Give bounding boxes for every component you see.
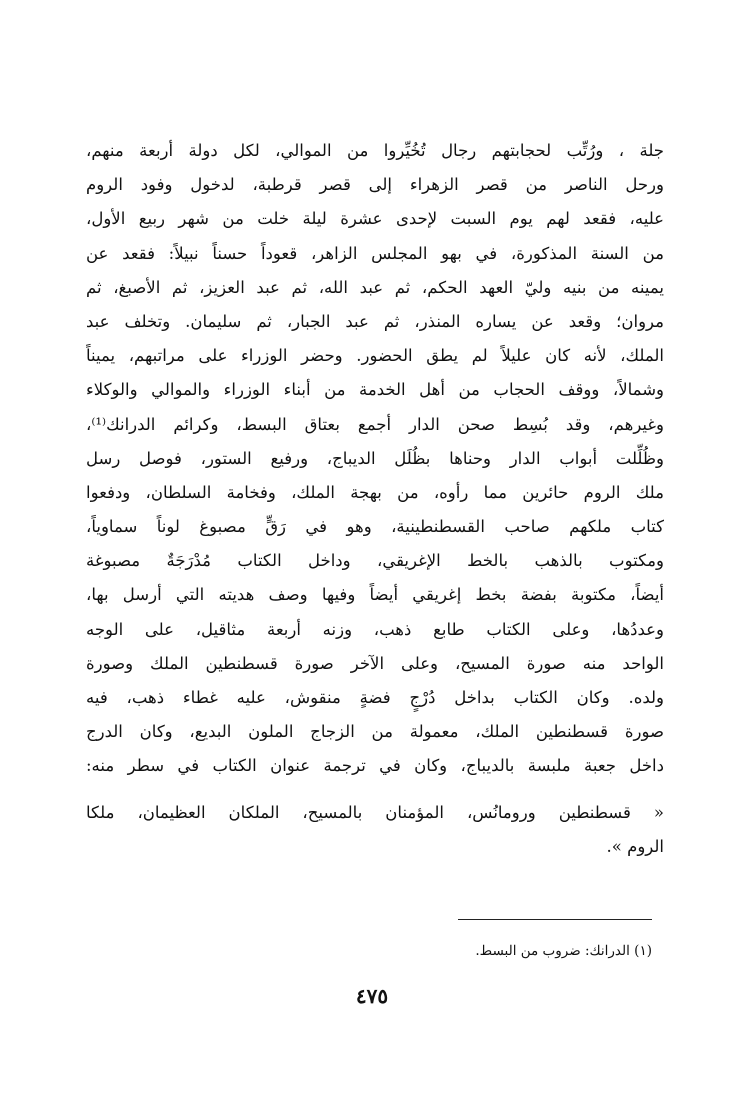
text-line: من السنة المذكورة، في بهو المجلس الزاهر، قعوداً حسناً نبيلاً: فقعد عن	[86, 243, 664, 263]
text-line: وشمالاً، ووقف الحجاب من أهل الخدمة من أبناء الوزراء والموالي والوكلاء	[86, 380, 664, 400]
text-line: يمينه من بنيه وليّ العهد الحكم، ثم عبد الله، ثم عبد العزيز، ثم الأصبغ، ثم	[86, 277, 664, 297]
text-line: صورة قسطنطين الملك، معمولة من الزجاج الملون البديع، وكان الدرج	[86, 722, 664, 742]
text-line: ملك الروم حائرين مما رأوه، من بهجة الملك، وفخامة السلطان، ودفعوا	[86, 482, 664, 502]
text-line: وظُلِّلت أبواب الدار وحناها بظُلَل الديباج، ورفيع الستور، فوصل رسل	[86, 448, 664, 468]
page-number: ٤٧٥	[355, 984, 389, 1008]
text-line: عليه، فقعد لهم يوم السبت لإحدى عشرة ليلة خلت من شهر ربيع الأول،	[86, 209, 664, 229]
quote-line: « قسطنطين ورومانُس، المؤمنان بالمسيح، الملكان العظيمان، ملكا	[86, 802, 664, 822]
text-line: داخل جعبة ملبسة بالديباج، وكان في ترجمة عنوان الكتاب في سطر منه:	[86, 756, 664, 776]
body-text	[86, 134, 664, 864]
text-line: جلة ، ورُتِّب لحجابتهم رجال تُخُيِّروا من الموالي، لكل دولة أربعة منهم،	[86, 141, 664, 160]
text-line: الواحد منه صورة المسيح، وعلى الآخر صورة قسطنطين الملك وصورة	[86, 653, 664, 673]
text-line: وغيرهم، وقد بُسِط صحن الدار أجمع بعتاق البسط، وكرائم الدرانك⁽¹⁾،	[86, 414, 664, 434]
text-line: وعددُها، وعلى الكتاب طابع ذهب، وزنه أربعة مثاقيل، على الوجه	[86, 619, 664, 639]
footnote-divider	[458, 919, 652, 920]
text-line: الملك، لأنه كان عليلاً لم يطق الحضور. وحضر الوزراء على مراتبهم، يميناً	[86, 346, 664, 366]
text-line: ورحل الناصر من قصر الزهراء إلى قصر قرطبة، لدخول وفود الروم	[86, 175, 664, 195]
text-line: مروان؛ وقعد عن يساره المنذر، ثم عبد الجبار، ثم سليمان. وتخلف عبد	[86, 311, 664, 331]
text-line: أيضاً، مكتوبة بفضة بخط إغريقي أيضاً وفيها وصف هديته التي أرسل بها،	[86, 585, 664, 605]
quoted-title	[86, 796, 664, 864]
text-line: ومكتوب بالذهب بالخط الإغريقي، وداخل الكتاب مُدْرَجَةٌ مصبوغة	[86, 551, 664, 571]
text-line: ولده. وكان الكتاب بداخل دُرْجٍ فضةٍ منقوش، عليه غطاء ذهب، فيه	[86, 688, 664, 707]
text-line: كتاب ملكهم صاحب القسطنطينية، وهو في رَقٍّ مصبوغ لوناً سماوياً،	[86, 517, 664, 537]
quote-line: الروم ».	[606, 836, 664, 856]
footnote: (١) الدرانك: ضروب من البسط.	[475, 943, 652, 959]
